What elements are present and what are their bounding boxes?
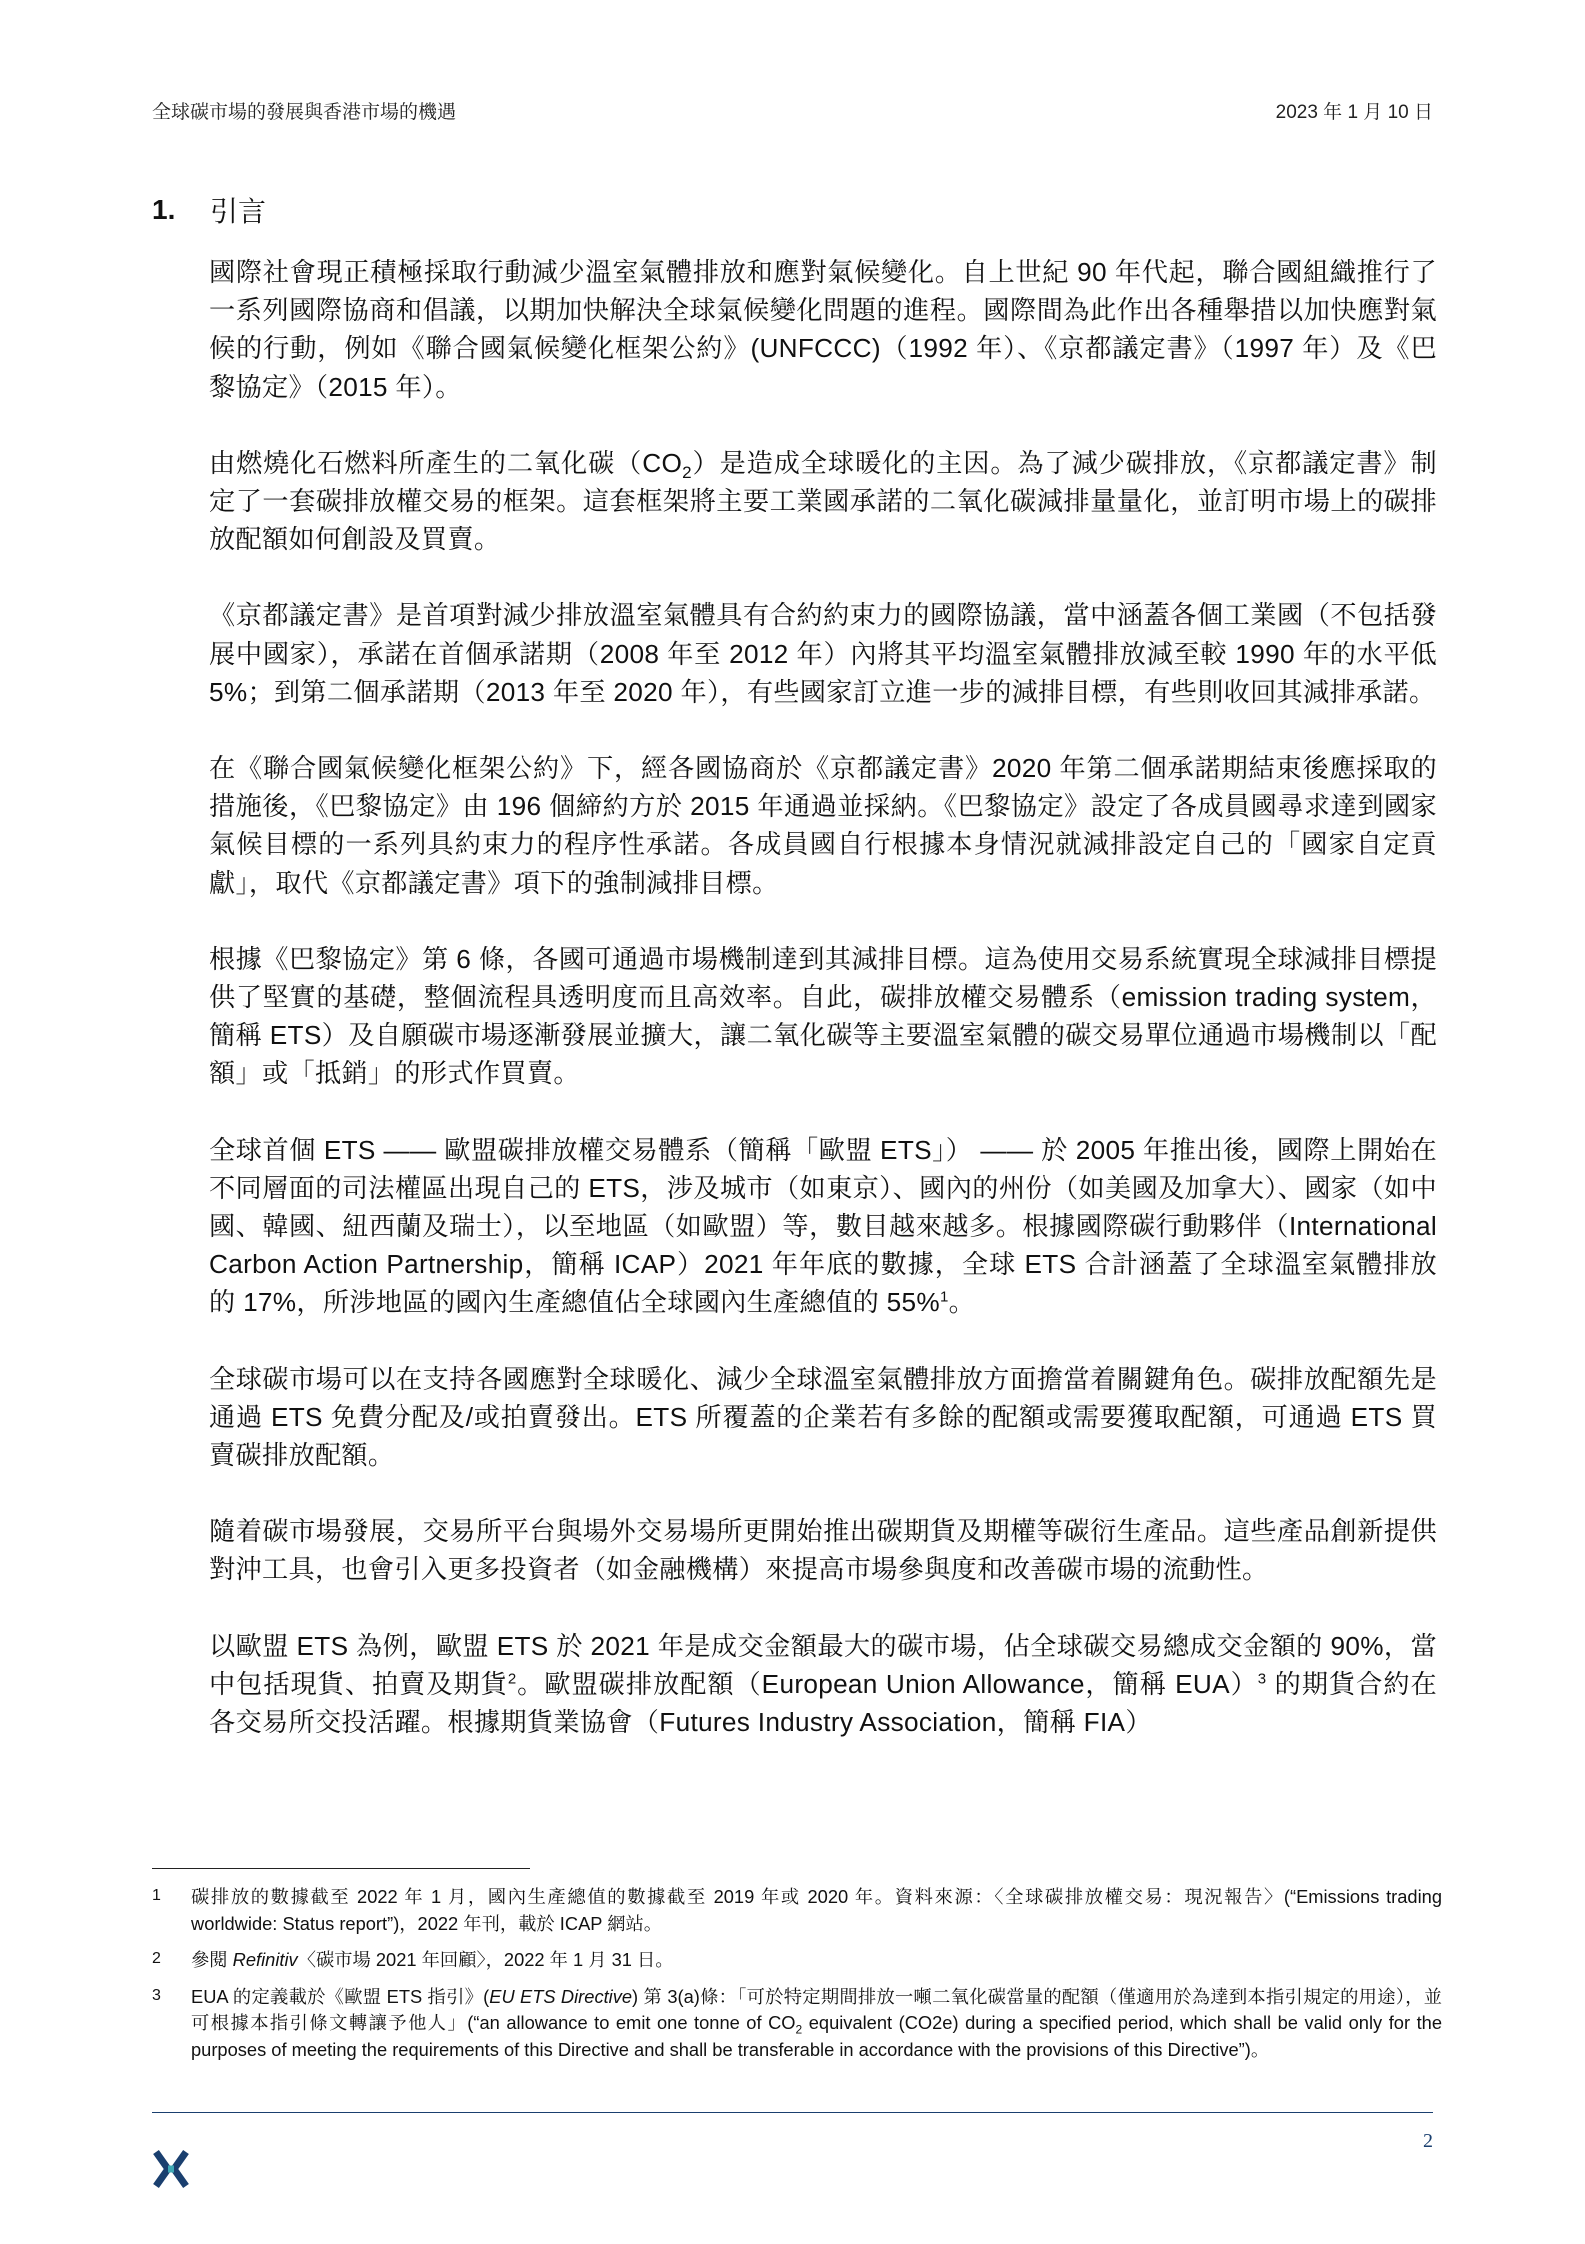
document-title: 全球碳市場的發展與香港市場的機遇 (152, 101, 457, 123)
running-header (152, 97, 1433, 123)
body-text (209, 253, 1437, 1779)
footnote-ref[interactable]: 2 (507, 1670, 517, 1688)
hkex-logo-icon (152, 2148, 190, 2190)
footnotes (152, 1884, 1442, 2073)
paragraph: 全球首個 ETS —— 歐盟碳排放權交易體系（簡稱「歐盟 ETS」） —— 於 2005 年推出後，國際上開始在不同層面的司法權區出現自己的 ETS，涉及城市（如東京）、國內的州份（如美國及加拿大）、國家（如中國、韓國、紐西蘭及瑞士），以至地區（如歐盟）等，數目越來越多。根據國際碳行動夥伴（International Carbon Action Partnership，簡稱 ICAP）2021 年年底的數據，全球 ETS 合計涵蓋了全球溫室氣體排放的 17%，所涉地區的國內生產總值佔全球國內生產總值的 55%$^1$。 (209, 1134, 1437, 1318)
footnote-ref[interactable]: 3 (1257, 1670, 1267, 1688)
footnote (152, 1947, 1442, 1974)
page-number: 2 (1423, 2130, 1433, 2152)
footnote-divider (152, 1868, 530, 1869)
footnote-text: 參閱 Refinitiv〈碳市場 2021 年回顧〉，2022 年 1 月 31 日。 (191, 1949, 674, 1970)
footnote (152, 1884, 1442, 1937)
section-number: 1. (152, 194, 176, 225)
footer-divider (152, 2112, 1433, 2113)
footnote-ref[interactable]: 1 (940, 1288, 949, 1306)
footnote-number: 1 (152, 1887, 161, 1904)
footnote-text: 碳排放的數據截至 2022 年 1 月，國內生產總值的數據截至 2019 年或 2020 年。資料來源：〈全球碳排放權交易：現況報告〉(“Emissions trading worldwide: Status report”)，2022 年刊，載於 ICAP 網站。 (191, 1886, 1442, 1934)
footnote-text: EUA 的定義載於《歐盟 ETS 指引》(EU ETS Directive) 第 3(a)條：「可於特定期間排放一噸二氧化碳當量的配額（僅適用於為達到本指引規定的用途），並可根據本指引條文轉讓予他人」(“an allowance to emit one tonne of $CO_2$ equivalent (CO2e) during a specified period, which shall be valid only for the purposes of meeting the requirements of this Directive and shall be transferable in accordance with the provisions of this Directive”)。 (191, 1985, 1442, 2060)
paragraph: 《京都議定書》是首項對減少排放溫室氣體具有合約約束力的國際協議，當中涵蓋各個工業國（不包括發展中國家），承諾在首個承諾期（2008 年至 2012 年）內將其平均溫室氣體排放減至較 1990 年的水平低 5%；到第二個承諾期（2013 年至 2020 年），有些國家訂立進一步的減排目標，有些則收回其減排承諾。 (209, 600, 1437, 707)
paragraph: 隨着碳市場發展，交易所平台與場外交易場所更開始推出碳期貨及期權等碳衍生產品。這些產品創新提供對沖工具，也會引入更多投資者（如金融機構）來提高市場參與度和改善碳市場的流動性。 (209, 1516, 1437, 1585)
paragraph: 全球碳市場可以在支持各國應對全球暖化、減少全球溫室氣體排放方面擔當着關鍵角色。碳排放配額先是通過 ETS 免費分配及/或拍賣發出。ETS 所覆蓋的企業若有多餘的配額或需要獲取配額，可通過 ETS 買賣碳排放配額。 (209, 1363, 1437, 1471)
paragraph: 國際社會現正積極採取行動減少溫室氣體排放和應對氣候變化。自上世紀 90 年代起，聯合國組織推行了一系列國際協商和倡議，以期加快解決全球氣候變化問題的進程。國際間為此作出各種舉措以加快應對氣候的行動，例如《聯合國氣候變化框架公約》(UNFCCC)（1992 年）、《京都議定書》（1997 年）及《巴黎協定》（2015 年）。 (209, 257, 1437, 402)
paragraph: 以歐盟 ETS 為例，歐盟 ETS 於 2021 年是成交金額最大的碳市場，佔全球碳交易總成交金額的 90%，當中包括現貨、拍賣及期貨$^2$。歐盟碳排放配額（European Union Allowance，簡稱 EUA）$^3$ 的期貨合約在各交易所交投活躍。根據期貨業協會（Futures Industry Association，簡稱 FIA） (209, 1630, 1437, 1738)
document-date: 2023 年 1 月 10 日 (1275, 101, 1433, 123)
footnote-number: 2 (152, 1950, 161, 1967)
section-heading (152, 190, 266, 230)
footnote-number: 3 (152, 1986, 161, 2004)
paragraph: 根據《巴黎協定》第 6 條，各國可通過市場機制達到其減排目標。這為使用交易系統實現全球減排目標提供了堅實的基礎，整個流程具透明度而且高效率。自此，碳排放權交易體系（emission trading system，簡稱 ETS）及自願碳市場逐漸發展並擴大，讓二氧化碳等主要溫室氣體的碳交易單位通過市場機制以「配額」或「抵銷」的形式作買賣。 (209, 943, 1437, 1089)
paragraph: 在《聯合國氣候變化框架公約》下，經各國協商於《京都議定書》2020 年第二個承諾期結束後應採取的措施後，《巴黎協定》由 196 個締約方於 2015 年通過並採納。《巴黎協定》設定了各成員國尋求達到國家氣候目標的一系列具約束力的程序性承諾。各成員國自行根據本身情況就減排設定自己的「國家自定貢獻」，取代《京都議定書》項下的強制減排目標。 (209, 753, 1437, 898)
paragraph: 由燃燒化石燃料所產生的二氧化碳$(CO_2)$是造成全球暖化的主因。為了減少碳排放，《京都議定書》制定了一套碳排放權交易的框架。這套框架將主要工業國承諾的二氧化碳減排量量化，並訂明市場上的碳排放配額如何創設及買賣。 (209, 447, 1437, 555)
section-title: 引言 (210, 196, 267, 227)
footnote (152, 1984, 1442, 2064)
subscript: 2 (682, 463, 692, 483)
